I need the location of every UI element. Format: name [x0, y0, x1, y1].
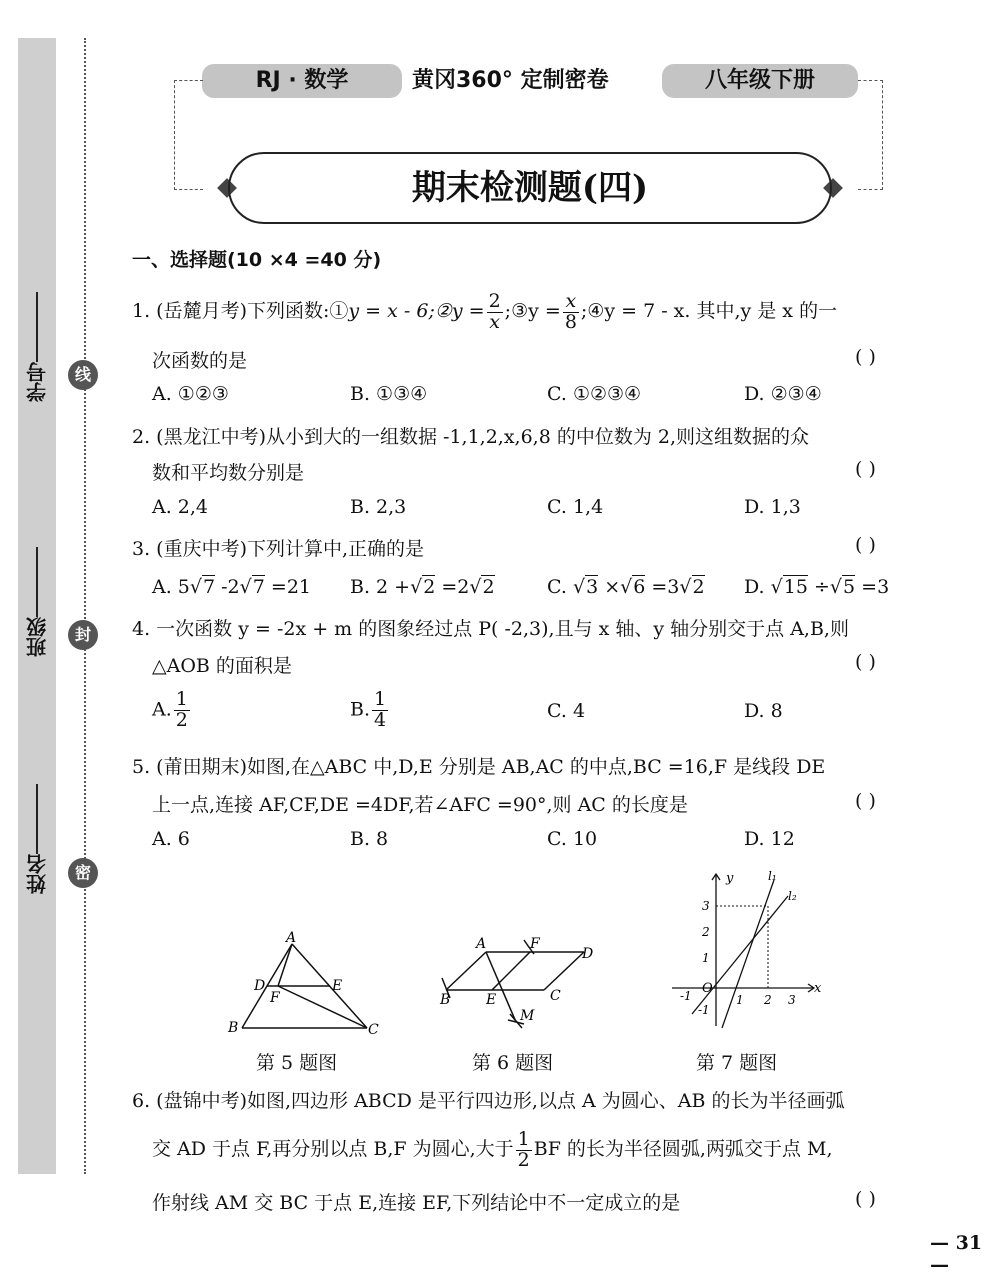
fig6-caption: 第 6 题图: [472, 1052, 554, 1074]
q1-frac2: $\frac{x}{8}$: [564, 289, 577, 333]
q5-answer-blank[interactable]: ( ): [855, 790, 876, 812]
q5-option-c[interactable]: C. 10: [547, 828, 598, 850]
fig7-origin: O: [702, 981, 713, 996]
q1-option-b[interactable]: B. ①③④: [350, 383, 428, 405]
series-title: 黄冈360° 定制密卷: [412, 68, 609, 93]
q1-option-a[interactable]: A. ①②③: [152, 383, 229, 405]
frame-left: [174, 80, 203, 190]
q4-option-b[interactable]: B. $\frac{1}{4}$: [350, 688, 387, 731]
student-id-label: 学号: [25, 362, 50, 402]
q2-option-c[interactable]: C. 1,4: [547, 496, 604, 518]
figure-7: [664, 866, 834, 1036]
fig6-label-f: F: [530, 936, 540, 952]
q2-answer-blank[interactable]: ( ): [855, 458, 876, 480]
figure-6: [436, 932, 596, 1032]
q4-option-d[interactable]: D. 8: [744, 700, 783, 722]
fig5-caption: 第 5 题图: [256, 1052, 338, 1074]
fig7-ytick-1: 1: [702, 951, 710, 965]
fig7-ytick-3: 3: [702, 899, 710, 913]
name-label: 姓名: [25, 854, 50, 895]
seal-line: 线: [68, 360, 98, 390]
q1-text-a: 1. (岳麓月考)下列函数:①: [132, 300, 349, 322]
q5-option-d[interactable]: D. 12: [744, 828, 795, 850]
q4-answer-blank[interactable]: ( ): [855, 651, 876, 673]
fig7-line-l2: l₂: [788, 889, 797, 903]
fig7-xtick-3: 3: [788, 993, 796, 1007]
q6-answer-blank[interactable]: ( ): [855, 1188, 876, 1210]
name-field[interactable]: [18, 750, 56, 925]
q1-answer-blank[interactable]: ( ): [855, 346, 876, 368]
page-number: — 31 —: [930, 1232, 983, 1276]
q1-text-d: ;④y = 7 - x. 其中,y 是 x 的一: [580, 300, 838, 322]
fig5-label-b: B: [228, 1020, 239, 1036]
figure-5: [222, 930, 387, 1040]
class-label: 班级: [25, 617, 50, 657]
fig7-xtick-1: 1: [736, 993, 744, 1007]
fig6-label-m: M: [520, 1008, 535, 1024]
q3-option-a[interactable]: A. 5√7 -2√7 =21: [152, 576, 311, 598]
section-title: 一、选择题(10 ×4 =40 分): [132, 249, 382, 271]
q2-option-d[interactable]: D. 1,3: [744, 496, 801, 518]
fig6-label-b: B: [440, 992, 451, 1008]
q6-stem: 6. (盘锦中考)如图,四边形 ABCD 是平行四边形,以点 A 为圆心、AB 的长为半径画弧: [132, 1090, 845, 1112]
q4-stem-2: △AOB 的面积是: [152, 655, 292, 677]
fig6-label-a: A: [476, 936, 487, 952]
q2-stem: 2. (黑龙江中考)从小到大的一组数据 -1,1,2,x,6,8 的中位数为 2,则这组数据的众: [132, 426, 810, 448]
q1-text-c: ;③y =: [504, 300, 561, 322]
q1-stem-2: 次函数的是: [152, 350, 248, 372]
fig5-label-d: D: [254, 978, 266, 994]
q2-option-b[interactable]: B. 2,3: [350, 496, 407, 518]
cut-line: [84, 38, 86, 1174]
fig6-label-d: D: [582, 946, 594, 962]
q3-option-d[interactable]: D. √15 ÷√5 =3: [744, 576, 890, 598]
fig5-label-a: A: [286, 930, 297, 946]
q2-option-a[interactable]: A. 2,4: [152, 496, 209, 518]
fig6-label-c: C: [550, 988, 561, 1004]
fig7-line-l1: l₁: [768, 869, 777, 883]
q1-frac1: $\frac{2}{x}$: [488, 289, 501, 333]
q6-stem-3: 作射线 AM 交 BC 于点 E,连接 EF,下列结论中不一定成立的是: [152, 1192, 681, 1214]
fig6-label-e: E: [486, 992, 497, 1008]
frame-right: [858, 80, 883, 190]
q4-option-a[interactable]: A. $\frac{1}{2}$: [152, 688, 188, 731]
q1-text-b: y = x - 6;②y =: [348, 300, 485, 322]
fig7-axis-x: x: [814, 981, 822, 996]
seal-secret: 密: [68, 858, 98, 888]
q5-option-a[interactable]: A. 6: [152, 828, 190, 850]
q4-stem: 4. 一次函数 y = -2x + m 的图象经过点 P( -2,3),且与 x 轴、y 轴分别交于点 A,B,则: [132, 618, 849, 640]
seal-seal: 封: [68, 620, 98, 650]
student-id-field[interactable]: [18, 260, 56, 430]
q3-stem: 3. (重庆中考)下列计算中,正确的是: [132, 538, 425, 560]
q3-option-c[interactable]: C. √3 ×√6 =3√2: [547, 576, 705, 598]
fig7-caption: 第 7 题图: [696, 1052, 778, 1074]
q1-option-d[interactable]: D. ②③④: [744, 383, 822, 405]
class-field[interactable]: [18, 515, 56, 685]
q4-option-c[interactable]: C. 4: [547, 700, 586, 722]
q5-option-b[interactable]: B. 8: [350, 828, 389, 850]
q5-stem-2: 上一点,连接 AF,CF,DE =4DF,若∠AFC =90°,则 AC 的长度是: [152, 794, 688, 816]
fig7-ytick-2: 2: [702, 925, 710, 939]
q3-option-b[interactable]: B. 2 +√2 =2√2: [350, 576, 495, 598]
q1-option-c[interactable]: C. ①②③④: [547, 383, 642, 405]
q5-stem: 5. (莆田期末)如图,在△ABC 中,D,E 分别是 AB,AC 的中点,BC =16,F 是线段 DE: [132, 756, 826, 778]
exam-title: 期末检测题(四): [228, 152, 832, 224]
fig5-label-e: E: [332, 978, 343, 994]
fig7-xtick-neg1: -1: [680, 989, 692, 1003]
q6-stem-2: 交 AD 于点 F,再分别以点 B,F 为圆心,大于 $\frac{1}{2}$ BF 的长为半径圆弧,两弧交于点 M,: [152, 1127, 833, 1171]
fig5-label-c: C: [368, 1022, 379, 1038]
fig7-axis-y: y: [726, 871, 734, 886]
q2-stem-2: 数和平均数分别是: [152, 462, 305, 484]
fig7-xtick-2: 2: [764, 993, 772, 1007]
q3-answer-blank[interactable]: ( ): [855, 534, 876, 556]
subject-pill: RJ · 数学: [202, 64, 402, 98]
fig7-ytick-neg1: -1: [698, 1003, 710, 1017]
grade-pill: 八年级下册: [662, 64, 858, 98]
q1-stem: [132, 286, 837, 336]
fig5-label-f: F: [270, 990, 280, 1006]
